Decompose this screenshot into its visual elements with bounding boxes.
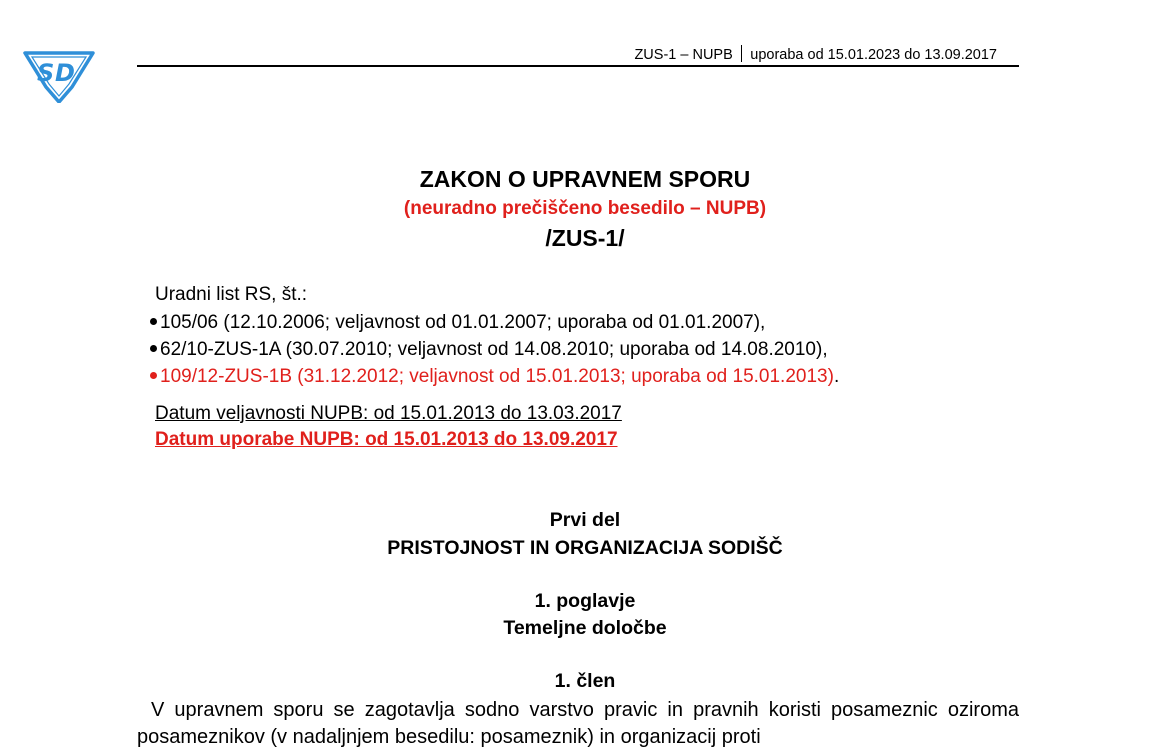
page-header xyxy=(137,44,1019,67)
usage-date: Datum uporabe NUPB: od 15.01.2013 do 13.09.2017 xyxy=(155,429,618,450)
header-usage: uporaba od 15.01.2023 do 13.09.2017 xyxy=(750,47,997,63)
bullet-icon xyxy=(150,372,157,379)
part-label: Prvi del xyxy=(549,509,621,531)
part-title: PRISTOJNOST IN ORGANIZACIJA SODIŠČ xyxy=(387,537,783,559)
bullet-icon xyxy=(150,345,157,352)
document-title: ZAKON O UPRAVNEM SPORU xyxy=(419,166,751,192)
header-code: ZUS-1 – NUPB xyxy=(634,47,733,63)
gazette-item-text: 109/12-ZUS-1B (31.12.2012; veljavnost od 15.01.2013; uporaba od 15.01.2013) xyxy=(160,366,834,387)
gazette-item xyxy=(150,311,839,338)
sd-logo-icon xyxy=(22,47,96,103)
article-body: V upravnem sporu se zagotavlja sodno varstvo pravic in pravnih koristi posameznic oziroma posameznikov (v nadaljnjem besedilu: posameznik) in organizacij proti xyxy=(137,699,1019,748)
gazette-item-text: 62/10-ZUS-1A (30.07.2010; veljavnost od 14.08.2010; uporaba od 14.08.2010), xyxy=(160,339,828,360)
gazette-item xyxy=(150,338,839,365)
header-text xyxy=(634,45,997,63)
svg-text:S: S xyxy=(37,59,55,87)
document-abbreviation: /ZUS-1/ xyxy=(545,225,625,251)
gazette-item-tail: . xyxy=(833,366,840,387)
gazette-list xyxy=(150,311,839,392)
gazette-item-amendment xyxy=(150,365,839,392)
validity-date: Datum veljavnosti NUPB: od 15.01.2013 do 13.03.2017 xyxy=(155,403,622,424)
document-subtitle: (neuradno prečiščeno besedilo – NUPB) xyxy=(403,198,767,219)
header-separator xyxy=(741,45,743,62)
gazette-item-text: 105/06 (12.10.2006; veljavnost od 01.01.2007; uporaba od 01.01.2007), xyxy=(160,312,766,333)
chapter-label: 1. poglavje xyxy=(534,590,636,612)
gazette-label: Uradni list RS, št.: xyxy=(155,284,308,305)
chapter-title: Temeljne določbe xyxy=(503,617,667,639)
article-label: 1. člen xyxy=(554,670,616,692)
svg-text:D: D xyxy=(55,59,75,87)
bullet-icon xyxy=(150,318,157,325)
